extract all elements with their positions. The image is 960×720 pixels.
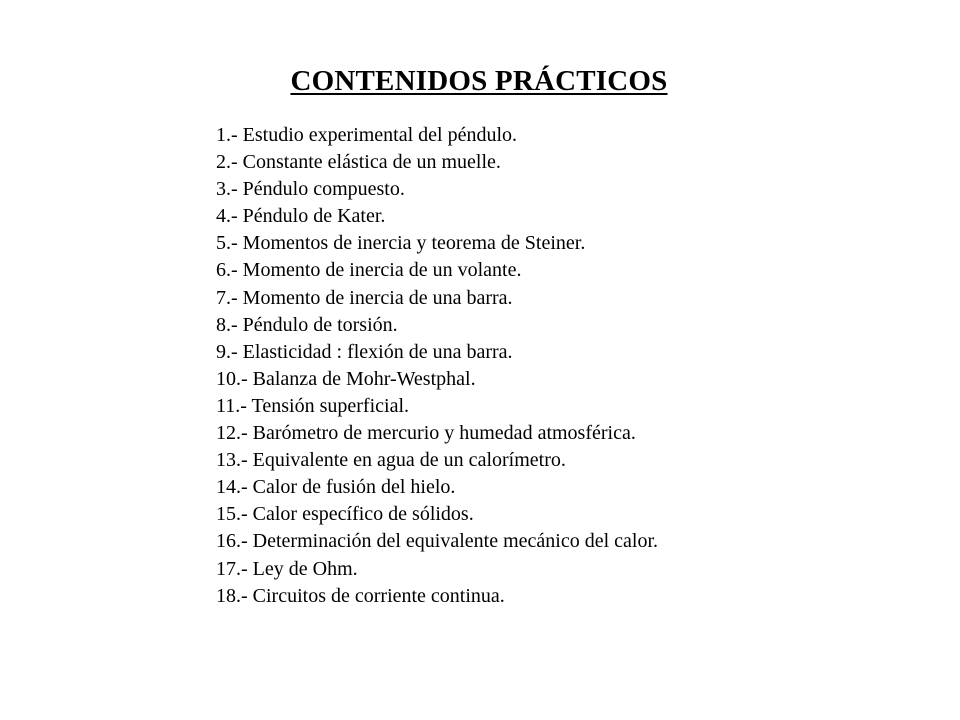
list-item: 9.- Elasticidad : flexión de una barra. [216, 340, 513, 363]
list-item: 6.- Momento de inercia de un volante. [216, 259, 522, 282]
list-item: 16.- Determinación del equivalente mecánico del calor. [216, 530, 659, 553]
list-item: 15.- Calor específico de sólidos. [216, 503, 474, 526]
list-item: 8.- Péndulo de torsión. [216, 313, 398, 336]
list-item: 10.- Balanza de Mohr-Westphal. [216, 367, 476, 390]
list-item: 5.- Momentos de inercia y teorema de Steiner. [216, 232, 586, 255]
list-item: 12.- Barómetro de mercurio y humedad atmosférica. [216, 422, 636, 445]
list-item: 18.- Circuitos de corriente continua. [216, 584, 505, 607]
list-item: 4.- Péndulo de Kater. [216, 205, 386, 228]
list-item: 13.- Equivalente en agua de un calorímetro. [216, 449, 566, 472]
list-item: 17.- Ley de Ohm. [216, 557, 358, 580]
list-item: 1.- Estudio experimental del péndulo. [216, 124, 518, 146]
list-item: 7.- Momento de inercia de una barra. [216, 286, 513, 309]
list-item: 14.- Calor de fusión del hielo. [216, 476, 456, 499]
list-item: 3.- Péndulo compuesto. [216, 178, 405, 201]
list-item: 11.- Tensión superficial. [216, 394, 409, 417]
page-title: CONTENIDOS PRÁCTICOS [290, 65, 668, 97]
list-item: 2.- Constante elástica de un muelle. [216, 151, 501, 174]
practicals-list [216, 122, 936, 610]
